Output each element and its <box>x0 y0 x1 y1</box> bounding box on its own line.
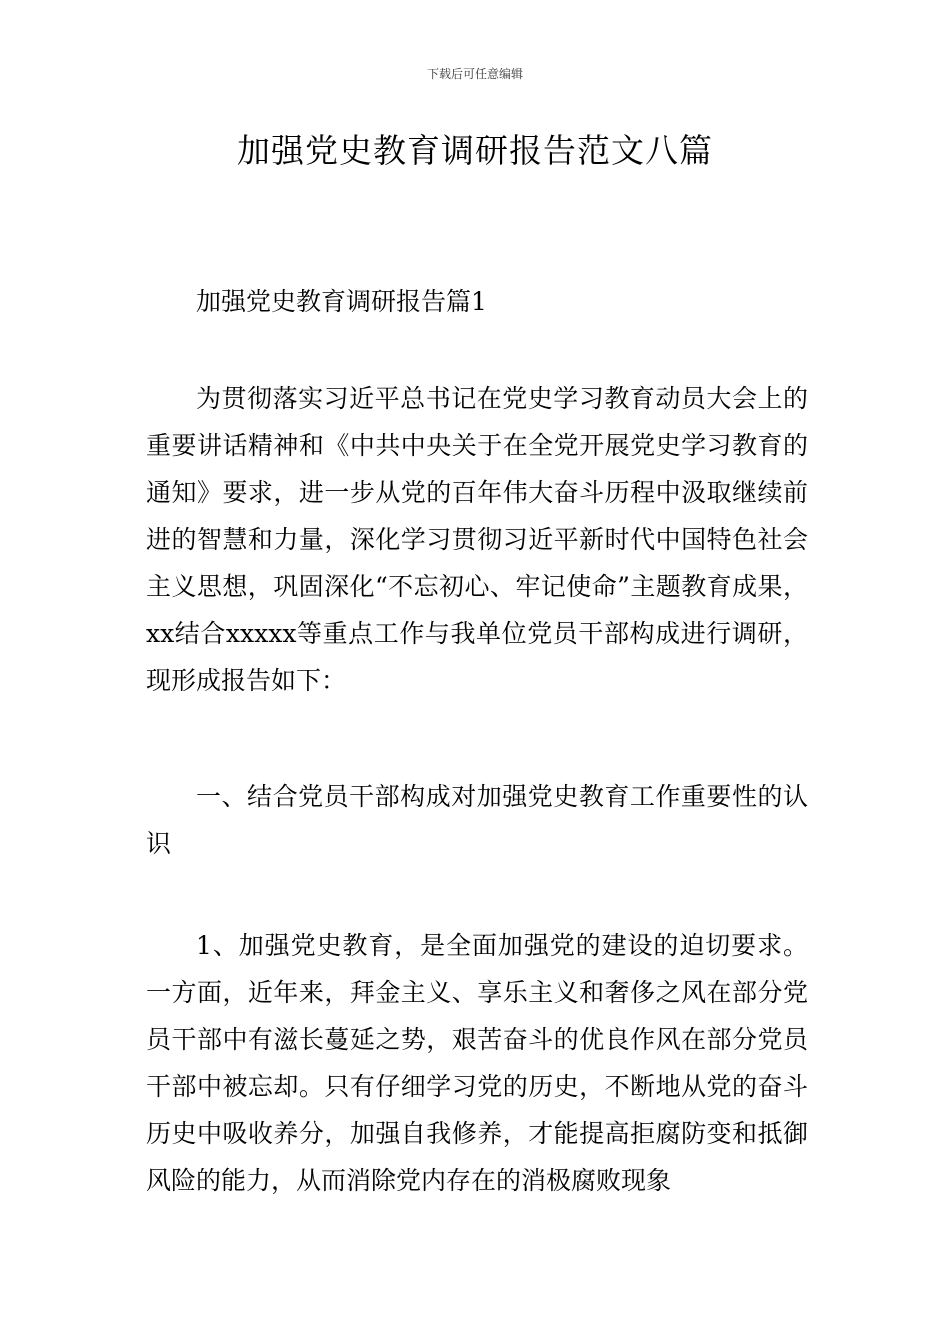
document-title: 加强党史教育调研报告范文八篇 <box>237 131 713 170</box>
header-note: 下载后可任意编辑 <box>426 67 523 81</box>
report-subtitle: 加强党史教育调研报告篇1 <box>196 287 487 316</box>
body-paragraph: 1、加强党史教育，是全面加强党的建设的迫切要求。一方面，近年来，拜金主义、享乐主义和奢侈之风在部分党员干部中有滋长蔓延之势，艰苦奋斗的优良作风在部分党员干部中被忘却。只有仔细学习党的历史，不断地从党的奋斗历史中吸收养分，加强自我修养，才能提高拒腐防变和抵御风险的能力，从而消除党内存在的消极腐败现象 <box>146 931 808 1195</box>
intro-paragraph: 为贯彻落实习近平总书记在党史学习教育动员大会上的重要讲话精神和《中共中央关于在全党开展党史学习教育的通知》要求，进一步从党的百年伟大奋斗历程中汲取继续前进的智慧和力量，深化学习贯彻习近平新时代中国特色社会主义思想，巩固深化“不忘初心、牢记使命”主题教育成果，xx结合xxxxx等重点工作与我单位党员干部构成进行调研，现形成报告如下： <box>146 384 808 695</box>
section-heading: 一、结合党员干部构成对加强党史教育工作重要性的认识 <box>146 782 808 858</box>
